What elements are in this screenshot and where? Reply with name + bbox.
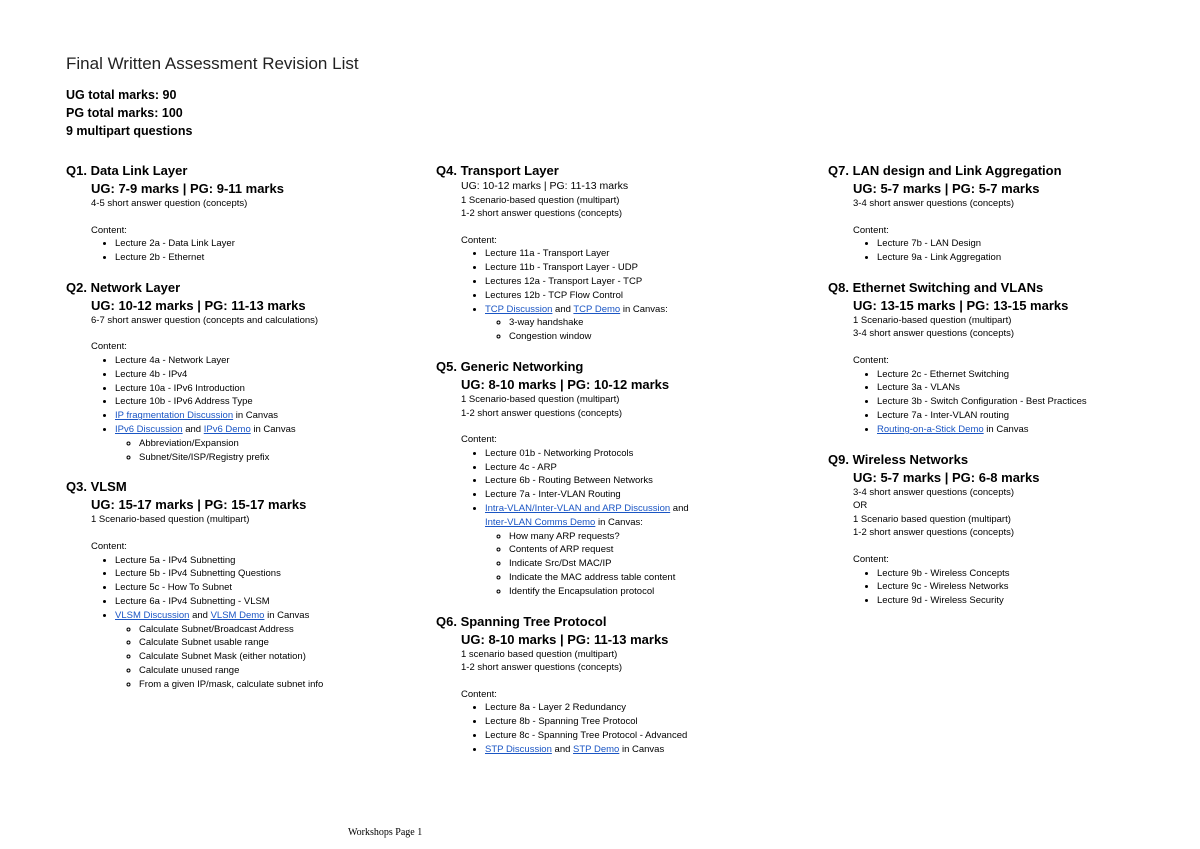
intra-inter-vlan-arp-discussion-link[interactable]: Intra-VLAN/Inter-VLAN and ARP Discussion — [485, 502, 671, 514]
lecture-list — [853, 368, 1188, 437]
lecture-item: • Lecture 2b - Ethernet — [115, 251, 426, 265]
question-description: 1-2 short answer questions (concepts) — [461, 407, 623, 419]
question-q8 — [828, 279, 1188, 437]
question-description: 1 scenario based question (multipart) — [461, 648, 618, 660]
lecture-list — [853, 237, 1188, 265]
subtopic-item: ◦ From a given IP/mask, calculate subnet info — [139, 678, 426, 692]
ug-total: UG total marks: 90 — [66, 88, 177, 102]
vlsm-demo-link[interactable]: VLSM Demo — [210, 609, 265, 621]
subtopic-item: ◦ Indicate Src/Dst MAC/IP — [509, 557, 796, 571]
lecture-item: • Lecture 5c - How To Subnet — [115, 581, 426, 595]
canvas-link-item: • VLSM Discussion and VLSM Demo in Canvas ◦ Calculate Subnet/Broadcast Address ◦ Calculate Subnet usable range ◦ Calculate Subnet Mask (either notation) ◦ Calculate unused range ◦ From a given IP/mask, calculate subnet info — [115, 609, 426, 692]
question-description: 1 Scenario-based question (multipart) — [461, 393, 620, 405]
ip-fragmentation-discussion-link[interactable]: IP fragmentation Discussion — [115, 410, 234, 422]
lecture-item: • Lecture 8a - Layer 2 Redundancy — [485, 701, 796, 715]
subtopic-item: ◦ Indicate the MAC address table content — [509, 571, 796, 585]
question-description: 1-2 short answer questions (concepts) — [853, 527, 1015, 539]
canvas-link-item: • Intra-VLAN/Inter-VLAN and ARP Discussion and Inter-VLAN Comms Demo in Canvas: ◦ How many ARP requests? ◦ Contents of ARP request ◦ Indicate Src/Dst MAC/IP ◦ Indicate the MAC address table content ◦ Identify the Encapsulation protocol — [485, 502, 796, 599]
question-heading: Q5. Generic Networking — [436, 358, 584, 374]
lecture-item: • Lecture 7a - Inter-VLAN Routing — [485, 488, 796, 502]
content-label: Content: — [461, 434, 497, 446]
lecture-item: • Lecture 9a - Link Aggregation — [877, 251, 1188, 265]
subtopic-item: ◦ Subnet/Site/ISP/Registry prefix — [139, 451, 426, 465]
lecture-item: • Lecture 3a - VLANs — [877, 381, 1188, 395]
lecture-item: • Lecture 4c - ARP — [485, 461, 796, 475]
question-q5 — [436, 358, 796, 599]
question-heading: Q3. VLSM — [66, 479, 127, 495]
question-heading: Q8. Ethernet Switching and VLANs — [828, 279, 1044, 295]
question-q3 — [66, 478, 426, 691]
lecture-item: • Lecture 8b - Spanning Tree Protocol — [485, 715, 796, 729]
canvas-link-item: • TCP Discussion and TCP Demo in Canvas: ◦ 3-way handshake ◦ Congestion window — [485, 303, 796, 344]
subtopic-item: ◦ Contents of ARP request — [509, 543, 796, 557]
stp-discussion-link[interactable]: STP Discussion — [485, 743, 552, 755]
lecture-list — [853, 567, 1188, 608]
stp-demo-link[interactable]: STP Demo — [573, 743, 620, 755]
lecture-item: • Lecture 2a - Data Link Layer — [115, 237, 426, 251]
question-heading: Q6. Spanning Tree Protocol — [436, 613, 607, 629]
question-description: 4-5 short answer question (concepts) — [91, 198, 248, 209]
routing-on-a-stick-demo-link[interactable]: Routing-on-a-Stick Demo — [877, 423, 984, 435]
ipv6-demo-link[interactable]: IPv6 Demo — [203, 423, 251, 435]
tcp-discussion-link[interactable]: TCP Discussion — [485, 303, 553, 315]
lecture-item: • Lectures 12b - TCP Flow Control — [485, 289, 796, 303]
question-marks: UG: 5-7 marks | PG: 5-7 marks — [853, 181, 1040, 196]
subtopic-item: ◦ Calculate Subnet Mask (either notation) — [139, 650, 426, 664]
lecture-item: • Lecture 4b - IPv4 — [115, 368, 426, 382]
lecture-item: • Lecture 8c - Spanning Tree Protocol - Advanced — [485, 729, 796, 743]
content-label: Content: — [461, 234, 497, 246]
question-marks: UG: 7-9 marks | PG: 9-11 marks — [91, 181, 284, 196]
question-description: OR — [853, 500, 868, 512]
inter-vlan-comms-demo-link[interactable]: Inter-VLAN Comms Demo — [485, 516, 596, 528]
subtopic-item: ◦ Calculate Subnet usable range — [139, 636, 426, 650]
question-marks: UG: 5-7 marks | PG: 6-8 marks — [853, 469, 1040, 485]
question-q1 — [66, 162, 426, 265]
lecture-item: • Lecture 2c - Ethernet Switching — [877, 368, 1188, 382]
question-description: 3-4 short answer questions (concepts) — [853, 486, 1015, 498]
content-label: Content: — [91, 224, 127, 236]
subtopic-item: ◦ 3-way handshake — [509, 316, 796, 330]
question-q4 — [436, 162, 796, 344]
question-marks: UG: 8-10 marks | PG: 11-13 marks — [461, 631, 669, 647]
question-marks: UG: 10-12 marks | PG: 11-13 marks — [91, 297, 306, 313]
canvas-link-item: • Routing-on-a-Stick Demo in Canvas — [877, 423, 1188, 437]
question-q7 — [828, 162, 1188, 265]
page-title: Final Written Assessment Revision List — [66, 54, 359, 73]
lecture-item: • Lecture 5a - IPv4 Subnetting — [115, 554, 426, 568]
question-heading: Q2. Network Layer — [66, 279, 181, 295]
lecture-item: • Lecture 5b - IPv4 Subnetting Questions — [115, 567, 426, 581]
subtopic-item: ◦ Calculate Subnet/Broadcast Address — [139, 623, 426, 637]
pg-total: PG total marks: 100 — [66, 106, 183, 120]
canvas-link-item: • STP Discussion and STP Demo in Canvas — [485, 743, 796, 757]
question-marks: UG: 10-12 marks | PG: 11-13 marks — [461, 180, 629, 192]
lecture-list — [91, 354, 426, 464]
question-heading: Q1. Data Link Layer — [66, 163, 188, 178]
page-footer: Workshops Page 1 — [348, 827, 423, 838]
question-q2 — [66, 279, 426, 465]
question-marks: UG: 8-10 marks | PG: 10-12 marks — [461, 376, 670, 392]
question-heading: Q7. LAN design and Link Aggregation — [828, 163, 1062, 178]
lecture-item: • Lecture 6b - Routing Between Networks — [485, 474, 796, 488]
lecture-list — [461, 701, 796, 756]
lecture-list — [461, 447, 796, 599]
question-description: 1 Scenario-based question (multipart) — [853, 314, 1012, 326]
question-description: 3-4 short answer questions (concepts) — [853, 198, 1015, 209]
canvas-link-item: • IPv6 Discussion and IPv6 Demo in Canvas ◦ Abbreviation/Expansion ◦ Subnet/Site/ISP/Registry prefix — [115, 423, 426, 464]
subtopic-list — [485, 316, 796, 344]
subtopic-list — [485, 530, 796, 599]
question-description: 1-2 short answer questions (concepts) — [461, 662, 623, 674]
lecture-list — [91, 237, 426, 265]
lecture-item: • Lecture 4a - Network Layer — [115, 354, 426, 368]
lecture-item: • Lecture 9d - Wireless Security — [877, 594, 1188, 608]
canvas-link-item: • IP fragmentation Discussion in Canvas — [115, 409, 426, 423]
lecture-list — [461, 247, 796, 344]
subtopic-item: ◦ Abbreviation/Expansion — [139, 437, 426, 451]
tcp-demo-link[interactable]: TCP Demo — [573, 303, 621, 315]
question-description: 1 Scenario-based question (multipart) — [461, 194, 620, 206]
subtopic-item: ◦ Calculate unused range — [139, 664, 426, 678]
subtopic-item: ◦ How many ARP requests? — [509, 530, 796, 544]
ipv6-discussion-link[interactable]: IPv6 Discussion — [115, 423, 183, 435]
lecture-item: • Lectures 12a - Transport Layer - TCP — [485, 275, 796, 289]
subtopic-item: ◦ Identify the Encapsulation protocol — [509, 585, 796, 599]
question-marks: UG: 13-15 marks | PG: 13-15 marks — [853, 297, 1069, 313]
subtopic-list — [115, 437, 426, 465]
column-1 — [66, 162, 426, 706]
question-q6 — [436, 613, 796, 757]
question-heading: Q9. Wireless Networks — [828, 451, 969, 467]
content-label: Content: — [853, 553, 889, 565]
lecture-item: • Lecture 11a - Transport Layer — [485, 247, 796, 261]
question-description: 1 Scenario based question (multipart) — [853, 513, 1011, 525]
lecture-item: • Lecture 10b - IPv6 Address Type — [115, 395, 426, 409]
lecture-item: • Lecture 7a - Inter-VLAN routing — [877, 409, 1188, 423]
question-marks: UG: 15-17 marks | PG: 15-17 marks — [91, 497, 307, 513]
lecture-list — [91, 554, 426, 692]
question-description: 1 Scenario-based question (multipart) — [91, 514, 250, 526]
lecture-item: • Lecture 11b - Transport Layer - UDP — [485, 261, 796, 275]
question-description: 6-7 short answer question (concepts and calculations) — [91, 314, 319, 326]
lecture-item: • Lecture 6a - IPv4 Subnetting - VLSM — [115, 595, 426, 609]
subtopic-list — [115, 623, 426, 692]
question-heading: Q4. Transport Layer — [436, 163, 559, 178]
content-label: Content: — [91, 341, 127, 353]
content-label: Content: — [853, 354, 889, 366]
column-3 — [828, 162, 1188, 622]
question-description: 3-4 short answer questions (concepts) — [853, 328, 1015, 340]
content-label: Content: — [853, 224, 889, 236]
lecture-item: • Lecture 3b - Switch Configuration - Best Practices — [877, 395, 1188, 409]
vlsm-discussion-link[interactable]: VLSM Discussion — [115, 609, 190, 621]
lecture-item: • Lecture 10a - IPv6 Introduction — [115, 382, 426, 396]
lecture-item: • Lecture 01b - Networking Protocols — [485, 447, 796, 461]
question-q9 — [828, 451, 1188, 608]
lecture-item: • Lecture 7b - LAN Design — [877, 237, 1188, 251]
content-label: Content: — [461, 688, 497, 700]
marks-summary — [66, 86, 192, 140]
content-label: Content: — [91, 540, 127, 552]
lecture-item: • Lecture 9b - Wireless Concepts — [877, 567, 1188, 581]
question-count: 9 multipart questions — [66, 124, 193, 138]
lecture-item: • Lecture 9c - Wireless Networks — [877, 580, 1188, 594]
column-2 — [436, 162, 796, 770]
subtopic-item: ◦ Congestion window — [509, 330, 796, 344]
question-description: 1-2 short answer questions (concepts) — [461, 208, 623, 220]
